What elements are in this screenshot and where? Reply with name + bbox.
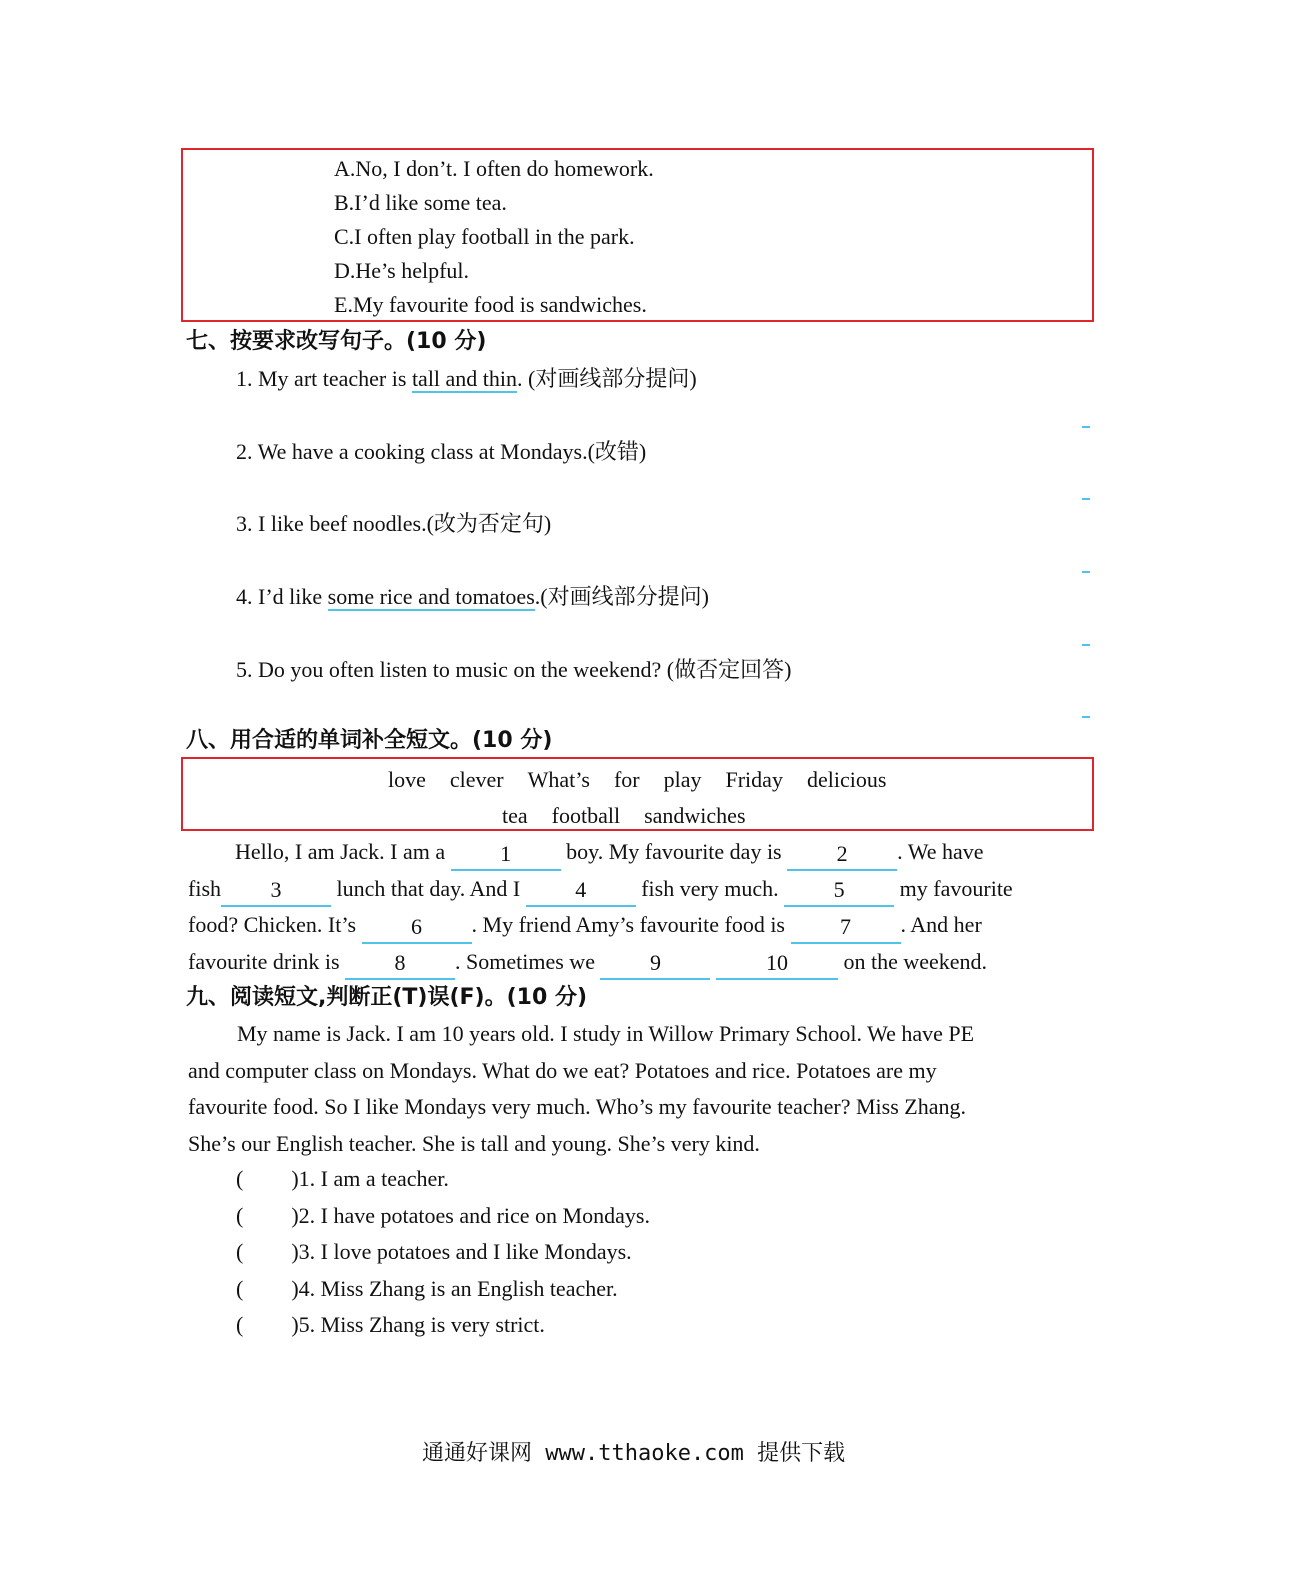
cloze-text: boy. My favourite day is	[566, 839, 782, 864]
s7-question-3: 3. I like beef noodles.(改为否定句)	[236, 511, 552, 536]
cloze-text: . Sometimes we	[455, 948, 595, 974]
s7-q1-post: . (对画线部分提问)	[517, 366, 697, 391]
word-love: love	[388, 767, 426, 792]
cloze-blank-7[interactable]: 7	[791, 914, 901, 944]
judgment-statement-5	[236, 1312, 545, 1338]
cloze-blank-6[interactable]: 6	[362, 914, 472, 944]
answer-line-mark-2	[1082, 498, 1090, 500]
cloze-blank-2[interactable]: 2	[787, 841, 897, 871]
cloze-text: on the weekend.	[843, 948, 988, 974]
word-sandwiches: sandwiches	[644, 803, 746, 828]
cloze-text: my favourite	[899, 875, 1013, 901]
cloze-blank-8[interactable]: 8	[345, 950, 455, 980]
reading-line-2: and computer class on Mondays. What do we eat? Potatoes and rice. Potatoes are my	[188, 1057, 937, 1083]
answer-line-mark-3	[1082, 571, 1090, 573]
cloze-text: fish very much.	[641, 875, 779, 901]
word-whats: What’s	[527, 767, 590, 792]
option-e: E.My favourite food is sandwiches.	[334, 292, 647, 317]
paren-open: (	[236, 1203, 244, 1228]
s7-q1-underlined: tall and thin	[411, 366, 518, 391]
reading-line-1	[188, 1016, 1088, 1053]
cloze-blank-10[interactable]: 10	[716, 950, 838, 980]
reading-passage	[188, 1016, 1088, 1162]
paren-close: )	[291, 1239, 299, 1264]
s7-q1-pre: 1. My art teacher is	[236, 366, 412, 391]
s7-q4-post: .(对画线部分提问)	[534, 584, 709, 609]
word-for: for	[613, 767, 640, 792]
cloze-line-3	[188, 907, 1088, 944]
cloze-blank-5[interactable]: 5	[784, 877, 894, 907]
cloze-text: . My friend Amy’s favourite food is	[471, 912, 785, 937]
word-friday: Friday	[725, 767, 783, 792]
cloze-text: . We have	[897, 839, 984, 864]
cloze-blank-1[interactable]: 1	[451, 841, 561, 871]
s7-question-5: 5. Do you often listen to music on the weekend? (做否定回答)	[236, 657, 792, 682]
paren-close: )	[291, 1166, 299, 1191]
cloze-text: food? Chicken. It’s	[188, 912, 357, 937]
statement-text: 1. I am a teacher.	[298, 1166, 449, 1191]
option-d: D.He’s helpful.	[334, 258, 470, 283]
word-clever: clever	[449, 767, 504, 792]
cloze-line-4	[188, 944, 1088, 981]
paren-close: )	[291, 1312, 299, 1337]
cloze-text: fish	[188, 875, 221, 901]
paren-open: (	[236, 1276, 244, 1301]
answer-line-mark-1	[1082, 426, 1090, 428]
cloze-text: Hello, I am Jack. I am a	[235, 839, 446, 864]
footer-download-note: 通通好课网 www.tthaoke.com 提供下载	[422, 1441, 846, 1466]
judgment-statement-2	[236, 1203, 650, 1229]
s7-q4-underlined: some rice and tomatoes	[327, 584, 535, 609]
reading-line-4: She’s our English teacher. She is tall and young. She’s very kind.	[188, 1130, 760, 1156]
statement-text: 4. Miss Zhang is an English teacher.	[298, 1276, 618, 1301]
cloze-line-2	[188, 871, 1088, 908]
s7-question-4	[236, 584, 709, 610]
statement-text: 2. I have potatoes and rice on Mondays.	[298, 1203, 650, 1228]
option-b: B.I’d like some tea.	[334, 190, 507, 215]
section9-title: 九、阅读短文,判断正(T)误(F)。(10 分)	[186, 985, 587, 1010]
word-bank-row-2	[502, 803, 746, 829]
option-a: A.No, I don’t. I often do homework.	[334, 156, 654, 181]
cloze-blank-4[interactable]: 4	[526, 877, 636, 907]
answer-line-mark-4	[1082, 644, 1090, 646]
word-football: football	[551, 803, 621, 828]
section8-title: 八、用合适的单词补全短文。(10 分)	[186, 728, 553, 753]
statement-text: 3. I love potatoes and I like Mondays.	[298, 1239, 632, 1264]
s7-question-2: 2. We have a cooking class at Mondays.(改错)	[236, 439, 647, 464]
paren-open: (	[236, 1239, 244, 1264]
word-delicious: delicious	[806, 767, 887, 792]
judgment-statement-3	[236, 1239, 632, 1265]
cloze-blank-9[interactable]: 9	[600, 950, 710, 980]
answer-line-mark-5	[1082, 716, 1090, 718]
word-play: play	[663, 767, 702, 792]
paren-open: (	[236, 1312, 244, 1337]
section7-title: 七、按要求改写句子。(10 分)	[186, 329, 487, 354]
cloze-line-1	[188, 834, 1088, 871]
statement-text: 5. Miss Zhang is very strict.	[298, 1312, 545, 1337]
word-bank-row-1	[388, 767, 886, 793]
reading-text: My name is Jack. I am 10 years old. I study in Willow Primary School. We have PE	[237, 1021, 975, 1046]
reading-line-3: favourite food. So I like Mondays very much. Who’s my favourite teacher? Miss Zhang.	[188, 1094, 966, 1119]
s7-q4-pre: 4. I’d like	[236, 584, 328, 609]
cloze-passage	[188, 834, 1088, 980]
paren-close: )	[291, 1203, 299, 1228]
s7-question-1	[236, 366, 697, 392]
cloze-text: lunch that day. And I	[336, 875, 521, 901]
cloze-blank-3[interactable]: 3	[221, 877, 331, 907]
cloze-text: favourite drink is	[188, 948, 340, 974]
judgment-statement-4	[236, 1276, 618, 1302]
option-c: C.I often play football in the park.	[334, 224, 635, 249]
judgment-statement-1	[236, 1166, 449, 1192]
word-tea: tea	[502, 803, 528, 828]
paren-close: )	[291, 1276, 299, 1301]
paren-open: (	[236, 1166, 244, 1191]
cloze-text: . And her	[900, 912, 982, 937]
